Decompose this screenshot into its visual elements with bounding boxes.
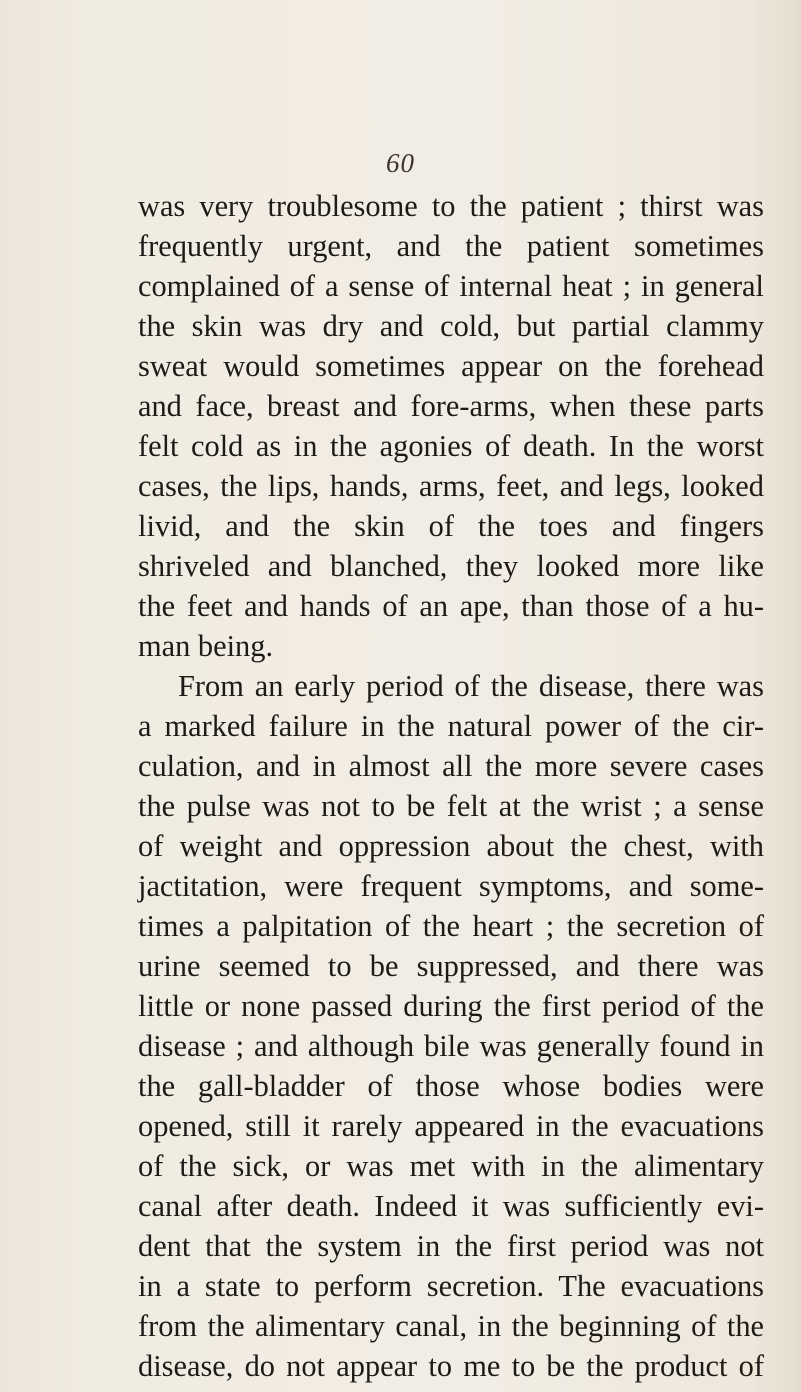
text-line: man being.: [138, 629, 274, 663]
text-line: dent that the system in the first period was not: [138, 1229, 764, 1263]
text-line: disease ; and although bile was generally found in: [138, 1029, 764, 1063]
text-line: was very troublesome to the patient ; thirst was: [138, 189, 764, 223]
text-line: little or none passed during the first period of the: [138, 989, 764, 1023]
text-line: times a palpitation of the heart ; the secretion of: [138, 909, 764, 943]
page-number: 60: [386, 148, 415, 178]
text-line: of the sick, or was met with in the alimentary: [138, 1149, 764, 1183]
text-line: sweat would sometimes appear on the forehead: [138, 349, 764, 383]
text-line: culation, and in almost all the more severe cases: [138, 749, 764, 783]
text-line: the gall-bladder of those whose bodies were: [138, 1069, 764, 1103]
text-line: frequently urgent, and the patient sometimes: [138, 229, 764, 263]
text-line: disease, do not appear to me to be the product of: [138, 1349, 764, 1383]
text-line: From an early period of the disease, there was: [178, 669, 764, 703]
text-line: of weight and oppression about the chest, with: [138, 829, 764, 863]
text-line: a marked failure in the natural power of the cir-: [138, 709, 764, 743]
text-line: and face, breast and fore-arms, when these parts: [138, 389, 764, 423]
text-line: the skin was dry and cold, but partial clammy: [138, 309, 764, 343]
text-line: felt cold as in the agonies of death. In the worst: [138, 429, 764, 463]
text-line: in a state to perform secretion. The evacuations: [138, 1269, 764, 1303]
text-line: opened, still it rarely appeared in the evacuations: [138, 1109, 764, 1143]
text-line: complained of a sense of internal heat ; in general: [138, 269, 764, 303]
text-line: shriveled and blanched, they looked more like: [138, 549, 764, 583]
text-line: jactitation, were frequent symptoms, and some-: [138, 869, 764, 903]
text-line: canal after death. Indeed it was sufficiently evi-: [138, 1189, 764, 1223]
text-line: urine seemed to be suppressed, and there was: [138, 949, 764, 983]
text-line: the pulse was not to be felt at the wrist ; a sense: [138, 789, 764, 823]
text-line: livid, and the skin of the toes and fingers: [138, 509, 764, 543]
text-line: cases, the lips, hands, arms, feet, and legs, looked: [138, 469, 764, 503]
text-line: from the alimentary canal, in the beginning of the: [138, 1309, 764, 1343]
text-line: the feet and hands of an ape, than those of a hu-: [138, 589, 764, 623]
